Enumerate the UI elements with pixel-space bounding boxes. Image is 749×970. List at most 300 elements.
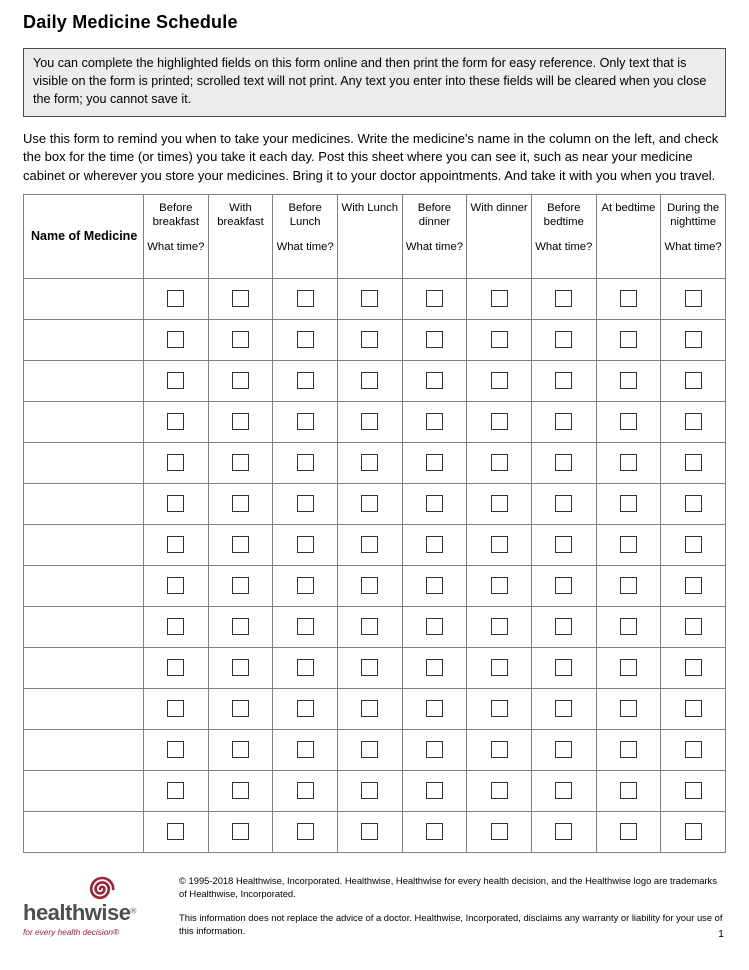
check-cell-before-breakfast [144, 442, 209, 483]
checkbox-at-bedtime[interactable] [620, 536, 637, 553]
check-cell-with-dinner [467, 647, 532, 688]
checkbox-before-bedtime[interactable] [555, 700, 572, 717]
check-cell-at-bedtime [596, 401, 661, 442]
column-header-with-lunch: With Lunch [337, 194, 402, 278]
table-row [24, 483, 726, 524]
medicine-name-field[interactable] [24, 730, 143, 770]
check-cell-with-dinner [467, 360, 532, 401]
checkbox-with-dinner[interactable] [491, 577, 508, 594]
checkbox-during-the-nighttime[interactable] [685, 454, 702, 471]
medicine-name-cell [24, 278, 144, 319]
check-cell-during-the-nighttime [661, 647, 726, 688]
medicine-name-cell [24, 524, 144, 565]
check-cell-with-lunch [337, 647, 402, 688]
checkbox-before-dinner[interactable] [426, 618, 443, 635]
check-cell-during-the-nighttime [661, 729, 726, 770]
checkbox-before-bedtime[interactable] [555, 577, 572, 594]
checkbox-during-the-nighttime[interactable] [685, 700, 702, 717]
checkbox-before-dinner[interactable] [426, 700, 443, 717]
table-row [24, 606, 726, 647]
check-cell-during-the-nighttime [661, 360, 726, 401]
checkbox-with-breakfast[interactable] [232, 577, 249, 594]
checkbox-before-breakfast[interactable] [167, 782, 184, 799]
footer-legal-text [179, 874, 724, 938]
check-cell-before-lunch [273, 319, 338, 360]
check-cell-before-lunch [273, 483, 338, 524]
checkbox-with-dinner[interactable] [491, 413, 508, 430]
checkbox-with-dinner[interactable] [491, 372, 508, 389]
schedule-table [23, 194, 726, 853]
checkbox-before-breakfast[interactable] [167, 290, 184, 307]
checkbox-with-lunch[interactable] [361, 618, 378, 635]
check-cell-before-dinner [402, 401, 467, 442]
check-cell-with-breakfast [208, 729, 273, 770]
column-header-before-dinner: Before dinner What time? [402, 194, 467, 278]
check-cell-before-breakfast [144, 360, 209, 401]
checkbox-before-bedtime[interactable] [555, 413, 572, 430]
check-cell-at-bedtime [596, 442, 661, 483]
checkbox-with-lunch[interactable] [361, 741, 378, 758]
checkbox-during-the-nighttime[interactable] [685, 823, 702, 840]
table-row [24, 688, 726, 729]
check-cell-with-breakfast [208, 524, 273, 565]
medicine-name-field[interactable] [24, 320, 143, 360]
table-row [24, 319, 726, 360]
checkbox-before-lunch[interactable] [297, 536, 314, 553]
medicine-name-cell [24, 565, 144, 606]
check-cell-with-breakfast [208, 565, 273, 606]
check-cell-during-the-nighttime [661, 770, 726, 811]
check-cell-with-lunch [337, 442, 402, 483]
checkbox-before-bedtime[interactable] [555, 290, 572, 307]
page-title: Daily Medicine Schedule [23, 12, 238, 32]
check-cell-with-dinner [467, 442, 532, 483]
checkbox-before-dinner[interactable] [426, 536, 443, 553]
check-cell-with-dinner [467, 770, 532, 811]
check-cell-before-lunch [273, 770, 338, 811]
medicine-name-cell [24, 606, 144, 647]
check-cell-during-the-nighttime [661, 565, 726, 606]
checkbox-at-bedtime[interactable] [620, 618, 637, 635]
logo-wordmark: healthwise® [23, 900, 137, 925]
check-cell-with-lunch [337, 360, 402, 401]
checkbox-during-the-nighttime[interactable] [685, 413, 702, 430]
logo-tagline: for every health decision® [23, 927, 120, 937]
checkbox-before-lunch[interactable] [297, 782, 314, 799]
table-row [24, 401, 726, 442]
medicine-name-field[interactable] [24, 812, 143, 852]
medicine-name-field[interactable] [24, 402, 143, 442]
medicine-name-cell [24, 360, 144, 401]
column-header-before-bedtime: Before bedtime What time? [531, 194, 596, 278]
check-cell-at-bedtime [596, 688, 661, 729]
check-cell-before-lunch [273, 811, 338, 852]
checkbox-with-breakfast[interactable] [232, 823, 249, 840]
check-cell-at-bedtime [596, 483, 661, 524]
checkbox-with-lunch[interactable] [361, 372, 378, 389]
table-row [24, 770, 726, 811]
check-cell-before-bedtime [531, 688, 596, 729]
column-header-before-lunch: Before Lunch What time? [273, 194, 338, 278]
footer [23, 874, 726, 938]
check-cell-with-breakfast [208, 319, 273, 360]
checkbox-with-dinner[interactable] [491, 331, 508, 348]
check-cell-with-dinner [467, 278, 532, 319]
usage-instructions: Use this form to remind you when to take your medicines. Write the medicine's name in the column on the left, and check the box for the time (or times) you take it each day. Post this sheet where you can see it, such as near your medicine cabinet or wherever you store your medicines. Bring it to your doctor appointments. And take it with you when you travel. [23, 130, 719, 183]
checkbox-before-dinner[interactable] [426, 823, 443, 840]
checkbox-before-lunch[interactable] [297, 454, 314, 471]
checkbox-before-bedtime[interactable] [555, 782, 572, 799]
check-cell-before-dinner [402, 647, 467, 688]
check-cell-with-lunch [337, 729, 402, 770]
checkbox-with-dinner[interactable] [491, 495, 508, 512]
check-cell-during-the-nighttime [661, 524, 726, 565]
checkbox-at-bedtime[interactable] [620, 331, 637, 348]
check-cell-at-bedtime [596, 360, 661, 401]
check-cell-before-dinner [402, 360, 467, 401]
checkbox-at-bedtime[interactable] [620, 577, 637, 594]
checkbox-before-dinner[interactable] [426, 290, 443, 307]
table-header-row [24, 194, 726, 278]
check-cell-before-dinner [402, 811, 467, 852]
checkbox-before-breakfast[interactable] [167, 536, 184, 553]
check-cell-before-bedtime [531, 565, 596, 606]
copyright-text: © 1995-2018 Healthwise, Incorporated. Healthwise, Healthwise for every health decision, and the Healthwise logo are trademarks of Healthwise, Incorporated. [179, 875, 717, 900]
medicine-name-cell [24, 319, 144, 360]
check-cell-before-dinner [402, 483, 467, 524]
check-cell-before-breakfast [144, 688, 209, 729]
checkbox-before-bedtime[interactable] [555, 659, 572, 676]
medicine-name-field[interactable] [24, 648, 143, 688]
checkbox-before-bedtime[interactable] [555, 823, 572, 840]
checkbox-before-breakfast[interactable] [167, 659, 184, 676]
checkbox-before-lunch[interactable] [297, 823, 314, 840]
checkbox-with-lunch[interactable] [361, 700, 378, 717]
checkbox-during-the-nighttime[interactable] [685, 495, 702, 512]
check-cell-before-dinner [402, 524, 467, 565]
check-cell-before-dinner [402, 565, 467, 606]
checkbox-before-lunch[interactable] [297, 659, 314, 676]
check-cell-during-the-nighttime [661, 278, 726, 319]
checkbox-before-lunch[interactable] [297, 618, 314, 635]
checkbox-before-dinner[interactable] [426, 495, 443, 512]
check-cell-at-bedtime [596, 565, 661, 606]
check-cell-before-dinner [402, 319, 467, 360]
checkbox-with-lunch[interactable] [361, 823, 378, 840]
page-number: 1 [718, 928, 724, 940]
table-row [24, 442, 726, 483]
checkbox-with-lunch[interactable] [361, 454, 378, 471]
disclaimer-text: This information does not replace the advice of a doctor. Healthwise, Incorporated, disclaims any warranty or liability for your use of this information. [179, 912, 723, 937]
check-cell-with-lunch [337, 524, 402, 565]
checkbox-with-dinner[interactable] [491, 782, 508, 799]
checkbox-with-breakfast[interactable] [232, 741, 249, 758]
checkbox-with-breakfast[interactable] [232, 659, 249, 676]
check-cell-with-lunch [337, 688, 402, 729]
check-cell-before-lunch [273, 401, 338, 442]
checkbox-at-bedtime[interactable] [620, 659, 637, 676]
check-cell-before-dinner [402, 729, 467, 770]
checkbox-during-the-nighttime[interactable] [685, 331, 702, 348]
checkbox-with-breakfast[interactable] [232, 331, 249, 348]
checkbox-before-lunch[interactable] [297, 372, 314, 389]
check-cell-before-breakfast [144, 524, 209, 565]
checkbox-before-breakfast[interactable] [167, 331, 184, 348]
medicine-name-field[interactable] [24, 689, 143, 729]
checkbox-with-breakfast[interactable] [232, 495, 249, 512]
check-cell-with-dinner [467, 565, 532, 606]
checkbox-with-dinner[interactable] [491, 618, 508, 635]
check-cell-before-breakfast [144, 565, 209, 606]
check-cell-with-lunch [337, 483, 402, 524]
checkbox-before-bedtime[interactable] [555, 331, 572, 348]
medicine-name-cell [24, 811, 144, 852]
check-cell-before-dinner [402, 688, 467, 729]
check-cell-with-breakfast [208, 442, 273, 483]
checkbox-at-bedtime[interactable] [620, 454, 637, 471]
checkbox-at-bedtime[interactable] [620, 700, 637, 717]
checkbox-with-breakfast[interactable] [232, 536, 249, 553]
check-cell-before-bedtime [531, 524, 596, 565]
medicine-name-cell [24, 647, 144, 688]
checkbox-before-dinner[interactable] [426, 577, 443, 594]
healthwise-spiral-icon [85, 874, 115, 904]
check-cell-with-lunch [337, 606, 402, 647]
column-header-before-breakfast: Before breakfast What time? [144, 194, 209, 278]
check-cell-before-breakfast [144, 647, 209, 688]
checkbox-with-breakfast[interactable] [232, 413, 249, 430]
check-cell-with-breakfast [208, 688, 273, 729]
checkbox-before-lunch[interactable] [297, 700, 314, 717]
check-cell-before-bedtime [531, 442, 596, 483]
check-cell-during-the-nighttime [661, 442, 726, 483]
checkbox-before-dinner[interactable] [426, 782, 443, 799]
check-cell-before-lunch [273, 565, 338, 606]
checkbox-before-bedtime[interactable] [555, 454, 572, 471]
checkbox-with-lunch[interactable] [361, 495, 378, 512]
checkbox-before-breakfast[interactable] [167, 823, 184, 840]
column-header-at-bedtime: At bedtime [596, 194, 661, 278]
checkbox-with-breakfast[interactable] [232, 290, 249, 307]
check-cell-before-lunch [273, 524, 338, 565]
column-header-name-of-medicine: Name of Medicine [24, 194, 144, 278]
check-cell-before-breakfast [144, 729, 209, 770]
medicine-name-cell [24, 688, 144, 729]
check-cell-before-lunch [273, 360, 338, 401]
checkbox-before-breakfast[interactable] [167, 413, 184, 430]
check-cell-before-dinner [402, 442, 467, 483]
medicine-name-cell [24, 401, 144, 442]
check-cell-with-lunch [337, 319, 402, 360]
check-cell-before-bedtime [531, 770, 596, 811]
medicine-name-field[interactable] [24, 443, 143, 483]
medicine-name-cell [24, 442, 144, 483]
medicine-name-field[interactable] [24, 484, 143, 524]
check-cell-before-lunch [273, 442, 338, 483]
checkbox-before-breakfast[interactable] [167, 495, 184, 512]
check-cell-with-breakfast [208, 278, 273, 319]
check-cell-with-breakfast [208, 401, 273, 442]
check-cell-before-lunch [273, 688, 338, 729]
check-cell-before-bedtime [531, 319, 596, 360]
check-cell-at-bedtime [596, 729, 661, 770]
checkbox-before-breakfast[interactable] [167, 618, 184, 635]
check-cell-during-the-nighttime [661, 688, 726, 729]
checkbox-with-lunch[interactable] [361, 536, 378, 553]
check-cell-before-lunch [273, 278, 338, 319]
check-cell-with-dinner [467, 811, 532, 852]
check-cell-with-lunch [337, 770, 402, 811]
checkbox-with-breakfast[interactable] [232, 782, 249, 799]
checkbox-with-dinner[interactable] [491, 536, 508, 553]
checkbox-with-breakfast[interactable] [232, 372, 249, 389]
checkbox-during-the-nighttime[interactable] [685, 536, 702, 553]
check-cell-with-dinner [467, 524, 532, 565]
check-cell-during-the-nighttime [661, 811, 726, 852]
check-cell-before-breakfast [144, 319, 209, 360]
checkbox-with-lunch[interactable] [361, 659, 378, 676]
medicine-name-field[interactable] [24, 279, 143, 319]
checkbox-during-the-nighttime[interactable] [685, 741, 702, 758]
checkbox-at-bedtime[interactable] [620, 495, 637, 512]
check-cell-during-the-nighttime [661, 483, 726, 524]
check-cell-before-bedtime [531, 401, 596, 442]
checkbox-before-dinner[interactable] [426, 413, 443, 430]
checkbox-before-dinner[interactable] [426, 331, 443, 348]
checkbox-before-lunch[interactable] [297, 331, 314, 348]
checkbox-with-dinner[interactable] [491, 700, 508, 717]
check-cell-at-bedtime [596, 278, 661, 319]
checkbox-with-dinner[interactable] [491, 659, 508, 676]
table-row [24, 360, 726, 401]
checkbox-before-bedtime[interactable] [555, 618, 572, 635]
checkbox-with-dinner[interactable] [491, 290, 508, 307]
check-cell-with-dinner [467, 606, 532, 647]
checkbox-at-bedtime[interactable] [620, 372, 637, 389]
checkbox-with-dinner[interactable] [491, 823, 508, 840]
check-cell-before-bedtime [531, 729, 596, 770]
medicine-name-field[interactable] [24, 525, 143, 565]
checkbox-with-lunch[interactable] [361, 290, 378, 307]
checkbox-before-lunch[interactable] [297, 741, 314, 758]
checkbox-with-breakfast[interactable] [232, 618, 249, 635]
checkbox-with-dinner[interactable] [491, 454, 508, 471]
column-header-with-dinner: With dinner [467, 194, 532, 278]
checkbox-before-bedtime[interactable] [555, 536, 572, 553]
checkbox-during-the-nighttime[interactable] [685, 577, 702, 594]
checkbox-before-dinner[interactable] [426, 454, 443, 471]
checkbox-with-breakfast[interactable] [232, 454, 249, 471]
check-cell-with-breakfast [208, 606, 273, 647]
checkbox-before-bedtime[interactable] [555, 495, 572, 512]
check-cell-with-breakfast [208, 770, 273, 811]
checkbox-before-bedtime[interactable] [555, 372, 572, 389]
checkbox-before-breakfast[interactable] [167, 454, 184, 471]
check-cell-during-the-nighttime [661, 606, 726, 647]
check-cell-at-bedtime [596, 319, 661, 360]
check-cell-before-bedtime [531, 360, 596, 401]
check-cell-with-breakfast [208, 647, 273, 688]
check-cell-with-dinner [467, 729, 532, 770]
medicine-name-cell [24, 483, 144, 524]
check-cell-with-breakfast [208, 811, 273, 852]
checkbox-before-lunch[interactable] [297, 495, 314, 512]
checkbox-at-bedtime[interactable] [620, 782, 637, 799]
check-cell-during-the-nighttime [661, 319, 726, 360]
check-cell-before-lunch [273, 606, 338, 647]
checkbox-before-lunch[interactable] [297, 290, 314, 307]
check-cell-with-dinner [467, 688, 532, 729]
checkbox-at-bedtime[interactable] [620, 741, 637, 758]
checkbox-with-lunch[interactable] [361, 577, 378, 594]
checkbox-during-the-nighttime[interactable] [685, 290, 702, 307]
table-row [24, 647, 726, 688]
check-cell-with-dinner [467, 319, 532, 360]
table-row [24, 278, 726, 319]
checkbox-during-the-nighttime[interactable] [685, 618, 702, 635]
checkbox-with-lunch[interactable] [361, 331, 378, 348]
checkbox-before-breakfast[interactable] [167, 577, 184, 594]
checkbox-before-dinner[interactable] [426, 372, 443, 389]
checkbox-before-breakfast[interactable] [167, 741, 184, 758]
checkbox-with-lunch[interactable] [361, 782, 378, 799]
checkbox-during-the-nighttime[interactable] [685, 659, 702, 676]
checkbox-before-dinner[interactable] [426, 741, 443, 758]
checkbox-with-lunch[interactable] [361, 413, 378, 430]
check-cell-at-bedtime [596, 811, 661, 852]
checkbox-during-the-nighttime[interactable] [685, 782, 702, 799]
medicine-name-field[interactable] [24, 361, 143, 401]
medicine-name-field[interactable] [24, 566, 143, 606]
checkbox-before-dinner[interactable] [426, 659, 443, 676]
check-cell-before-dinner [402, 770, 467, 811]
table-row [24, 524, 726, 565]
check-cell-before-bedtime [531, 483, 596, 524]
checkbox-before-bedtime[interactable] [555, 741, 572, 758]
medicine-name-field[interactable] [24, 771, 143, 811]
checkbox-during-the-nighttime[interactable] [685, 372, 702, 389]
checkbox-before-lunch[interactable] [297, 577, 314, 594]
check-cell-with-dinner [467, 483, 532, 524]
check-cell-at-bedtime [596, 647, 661, 688]
healthwise-logo [23, 874, 161, 937]
check-cell-during-the-nighttime [661, 401, 726, 442]
check-cell-at-bedtime [596, 770, 661, 811]
checkbox-at-bedtime[interactable] [620, 290, 637, 307]
checkbox-with-dinner[interactable] [491, 741, 508, 758]
checkbox-before-breakfast[interactable] [167, 372, 184, 389]
column-header-with-breakfast: With breakfast [208, 194, 273, 278]
check-cell-before-bedtime [531, 278, 596, 319]
check-cell-before-bedtime [531, 811, 596, 852]
checkbox-before-breakfast[interactable] [167, 700, 184, 717]
check-cell-before-breakfast [144, 401, 209, 442]
medicine-name-cell [24, 770, 144, 811]
checkbox-at-bedtime[interactable] [620, 823, 637, 840]
medicine-name-field[interactable] [24, 607, 143, 647]
medicine-name-cell [24, 729, 144, 770]
checkbox-with-breakfast[interactable] [232, 700, 249, 717]
checkbox-before-lunch[interactable] [297, 413, 314, 430]
check-cell-before-breakfast [144, 811, 209, 852]
check-cell-before-dinner [402, 606, 467, 647]
check-cell-before-lunch [273, 647, 338, 688]
check-cell-before-breakfast [144, 278, 209, 319]
check-cell-before-breakfast [144, 770, 209, 811]
check-cell-before-dinner [402, 278, 467, 319]
check-cell-with-lunch [337, 811, 402, 852]
checkbox-at-bedtime[interactable] [620, 413, 637, 430]
